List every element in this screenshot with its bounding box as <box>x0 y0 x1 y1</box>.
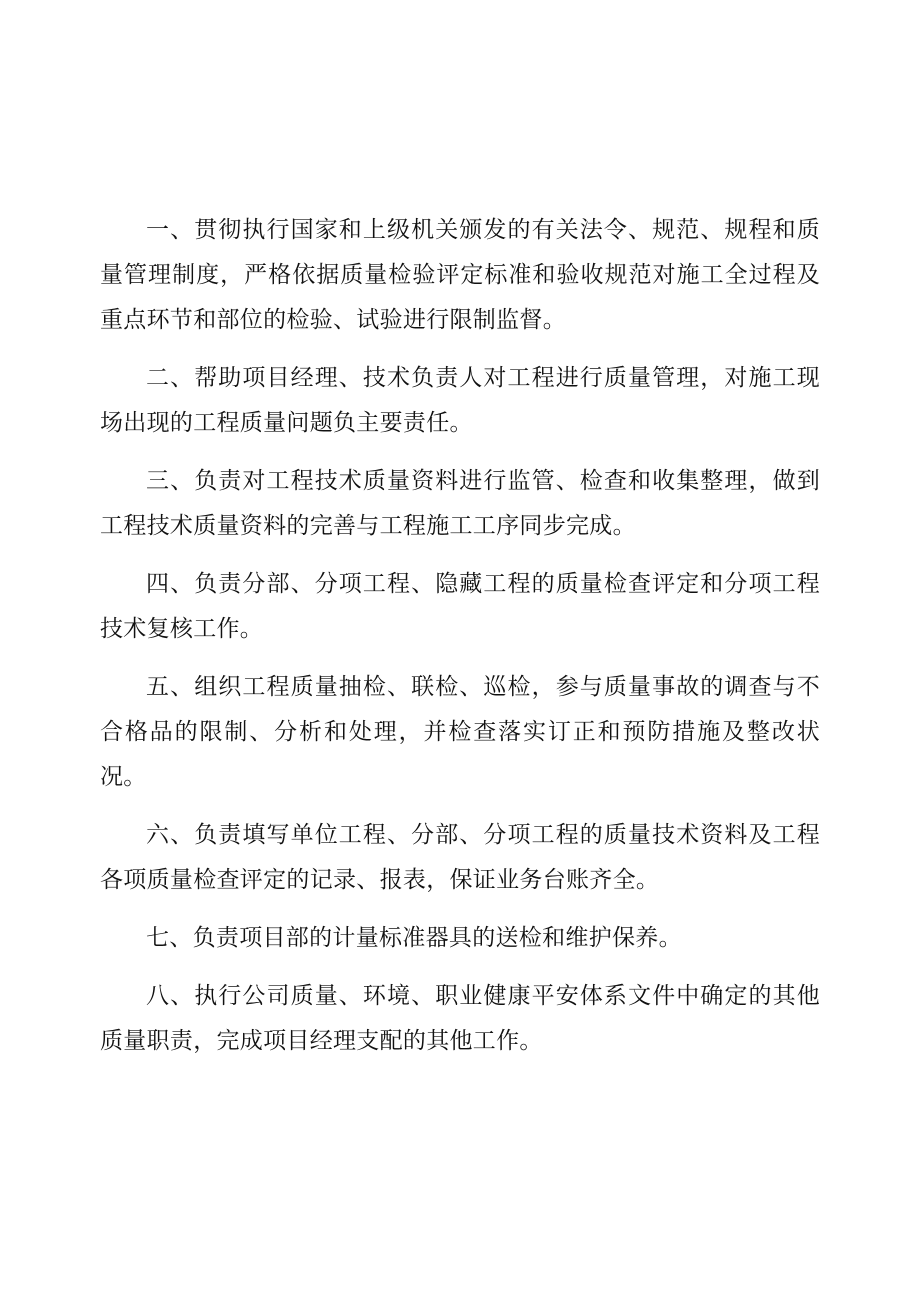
paragraph-2: 二、帮助项目经理、技术负责人对工程进行质量管理，对施工现场出现的工程质量问题负主要责任。 <box>100 365 820 436</box>
paragraph-5: 五、组织工程质量抽检、联检、巡检，参与质量事故的调查与不合格品的限制、分析和处理，并检查落实订正和预防措施及整改状况。 <box>100 674 820 790</box>
paragraph-7: 七、负责项目部的计量标准器具的送检和维护保养。 <box>146 925 682 951</box>
paragraph-1: 一、贯彻执行国家和上级机关颁发的有关法令、规范、规程和质量管理制度，严格依据质量检验评定标准和验收规范对施工全过程及重点环节和部位的检验、试验进行限制监督。 <box>100 217 820 333</box>
paragraph-3: 三、负责对工程技术质量资料进行监管、检查和收集整理，做到工程技术质量资料的完善与工程施工工序同步完成。 <box>100 468 820 539</box>
paragraph-8: 八、执行公司质量、环境、职业健康平安体系文件中确定的其他质量职责，完成项目经理支配的其他工作。 <box>100 983 820 1054</box>
paragraph-6: 六、负责填写单位工程、分部、分项工程的质量技术资料及工程各项质量检查评定的记录、报表，保证业务台账齐全。 <box>100 822 820 893</box>
document-body <box>100 208 820 1077</box>
paragraph-4: 四、负责分部、分项工程、隐藏工程的质量检查评定和分项工程技术复核工作。 <box>100 571 820 642</box>
